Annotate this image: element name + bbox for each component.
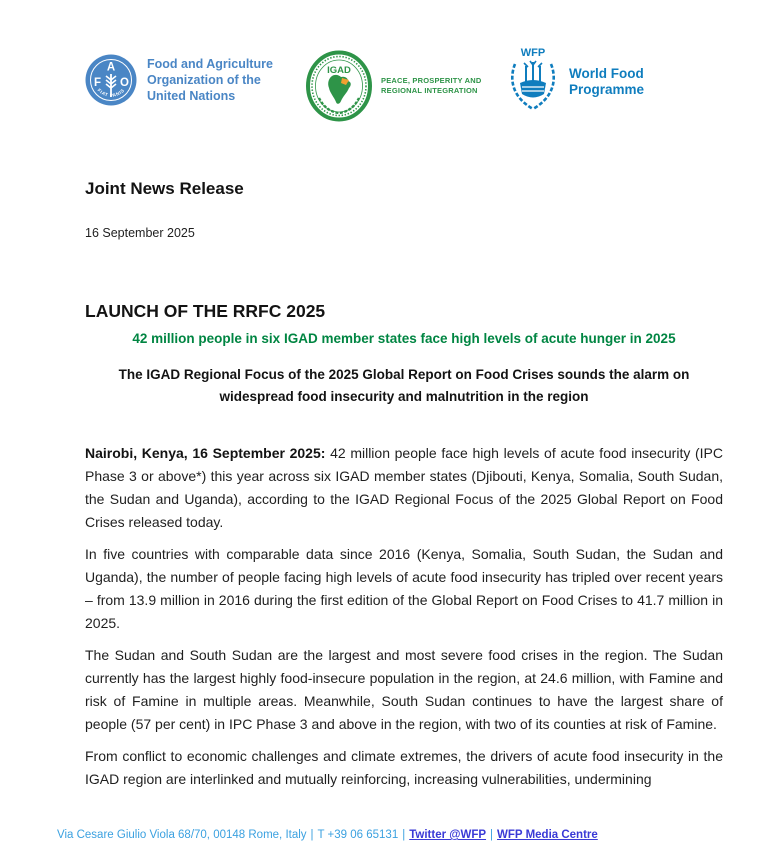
subtitle-green: 42 million people in six IGAD member states face high levels of acute hunger in 2025 [132, 331, 676, 346]
paragraph-2 [85, 543, 723, 635]
subtitle-bold: The IGAD Regional Focus of the 2025 Global Report on Food Crises sounds the alarm on widespread food insecurity and malnutrition in the region [118, 367, 690, 404]
paragraph-4-text: From conflict to economic challenges and climate extremes, the drivers of acute food insecurity in the IGAD region are interlinked and mutually reinforcing, increasing vulnerabilities, undermining [85, 748, 723, 787]
dateline: Nairobi, Kenya, 16 September 2025: [85, 445, 326, 461]
fao-logo-icon [85, 54, 137, 106]
paragraph-3-text: The Sudan and South Sudan are the largest and most severe food crises in the region. The Sudan currently has the largest highly food-insecure population in the region, at 24.6 million, with Famine and risk of Famine in multiple areas. Meanwhile, South Sudan continues to have the largest share of people (57 per cent) in IPC Phase 3 and above in the region, with two of its counties at risk of Famine. [85, 647, 723, 732]
fao-letter-f: F [93, 77, 102, 89]
wfp-logo-group [505, 45, 657, 119]
paragraph-3 [85, 644, 723, 736]
footer [57, 829, 717, 841]
release-kicker: Joint News Release [85, 179, 244, 199]
twitter-wfp-link[interactable]: Twitter @WFP [409, 829, 487, 841]
wfp-media-centre-link[interactable]: WFP Media Centre [497, 829, 598, 841]
footer-phone: T +39 06 65131 [317, 829, 399, 841]
paragraph-1-text: 42 million people face high levels of acute food insecurity (IPC Phase 3 or above*) this year across six IGAD member states (Djibouti, Kenya, Somalia, South Sudan, the Sudan and Uganda), according to the IGAD Regional Focus of the 2025 Global Report on Food Crises released today. [85, 445, 724, 530]
igad-logo-group [306, 50, 497, 122]
fao-logo-group [85, 54, 281, 106]
paragraph-2-text: In five countries with comparable data since 2016 (Kenya, Somalia, South Sudan, the Sudan and Uganda), the number of people facing high levels of acute food insecurity has tripled over recent years – from 13.9 million in 2016 during the first edition of the Global Report on Food Crises to 41.7 million in 2025. [85, 546, 723, 631]
wfp-logo-icon [505, 45, 561, 119]
fao-letter-a: A [106, 61, 116, 74]
igad-tagline: PEACE, PROSPERITY AND REGIONAL INTEGRATION [381, 76, 482, 95]
fao-letter-o: O [120, 77, 129, 89]
paragraph-1 [85, 442, 723, 534]
paragraph-4 [85, 745, 723, 791]
footer-separator: | [310, 829, 314, 841]
fao-motto: FIAT PANIS [96, 87, 126, 98]
footer-address: Via Cesare Giulio Viola 68/70, 00148 Rome, Italy [57, 829, 307, 841]
article-body [85, 442, 723, 800]
fao-wordmark: Food and Agriculture Organization of the United Nations [147, 57, 273, 103]
page-title: LAUNCH OF THE RRFC 2025 [85, 300, 326, 321]
footer-separator: | [402, 829, 406, 841]
release-date: 16 September 2025 [85, 226, 195, 240]
wfp-wordmark: World Food Programme [569, 66, 645, 97]
wfp-hand [520, 80, 546, 98]
wfp-wordmark-inner: WFP [520, 47, 546, 59]
footer-separator: | [490, 829, 494, 841]
igad-logo-icon [306, 50, 372, 122]
igad-wordmark-inner: IGAD [327, 65, 351, 76]
